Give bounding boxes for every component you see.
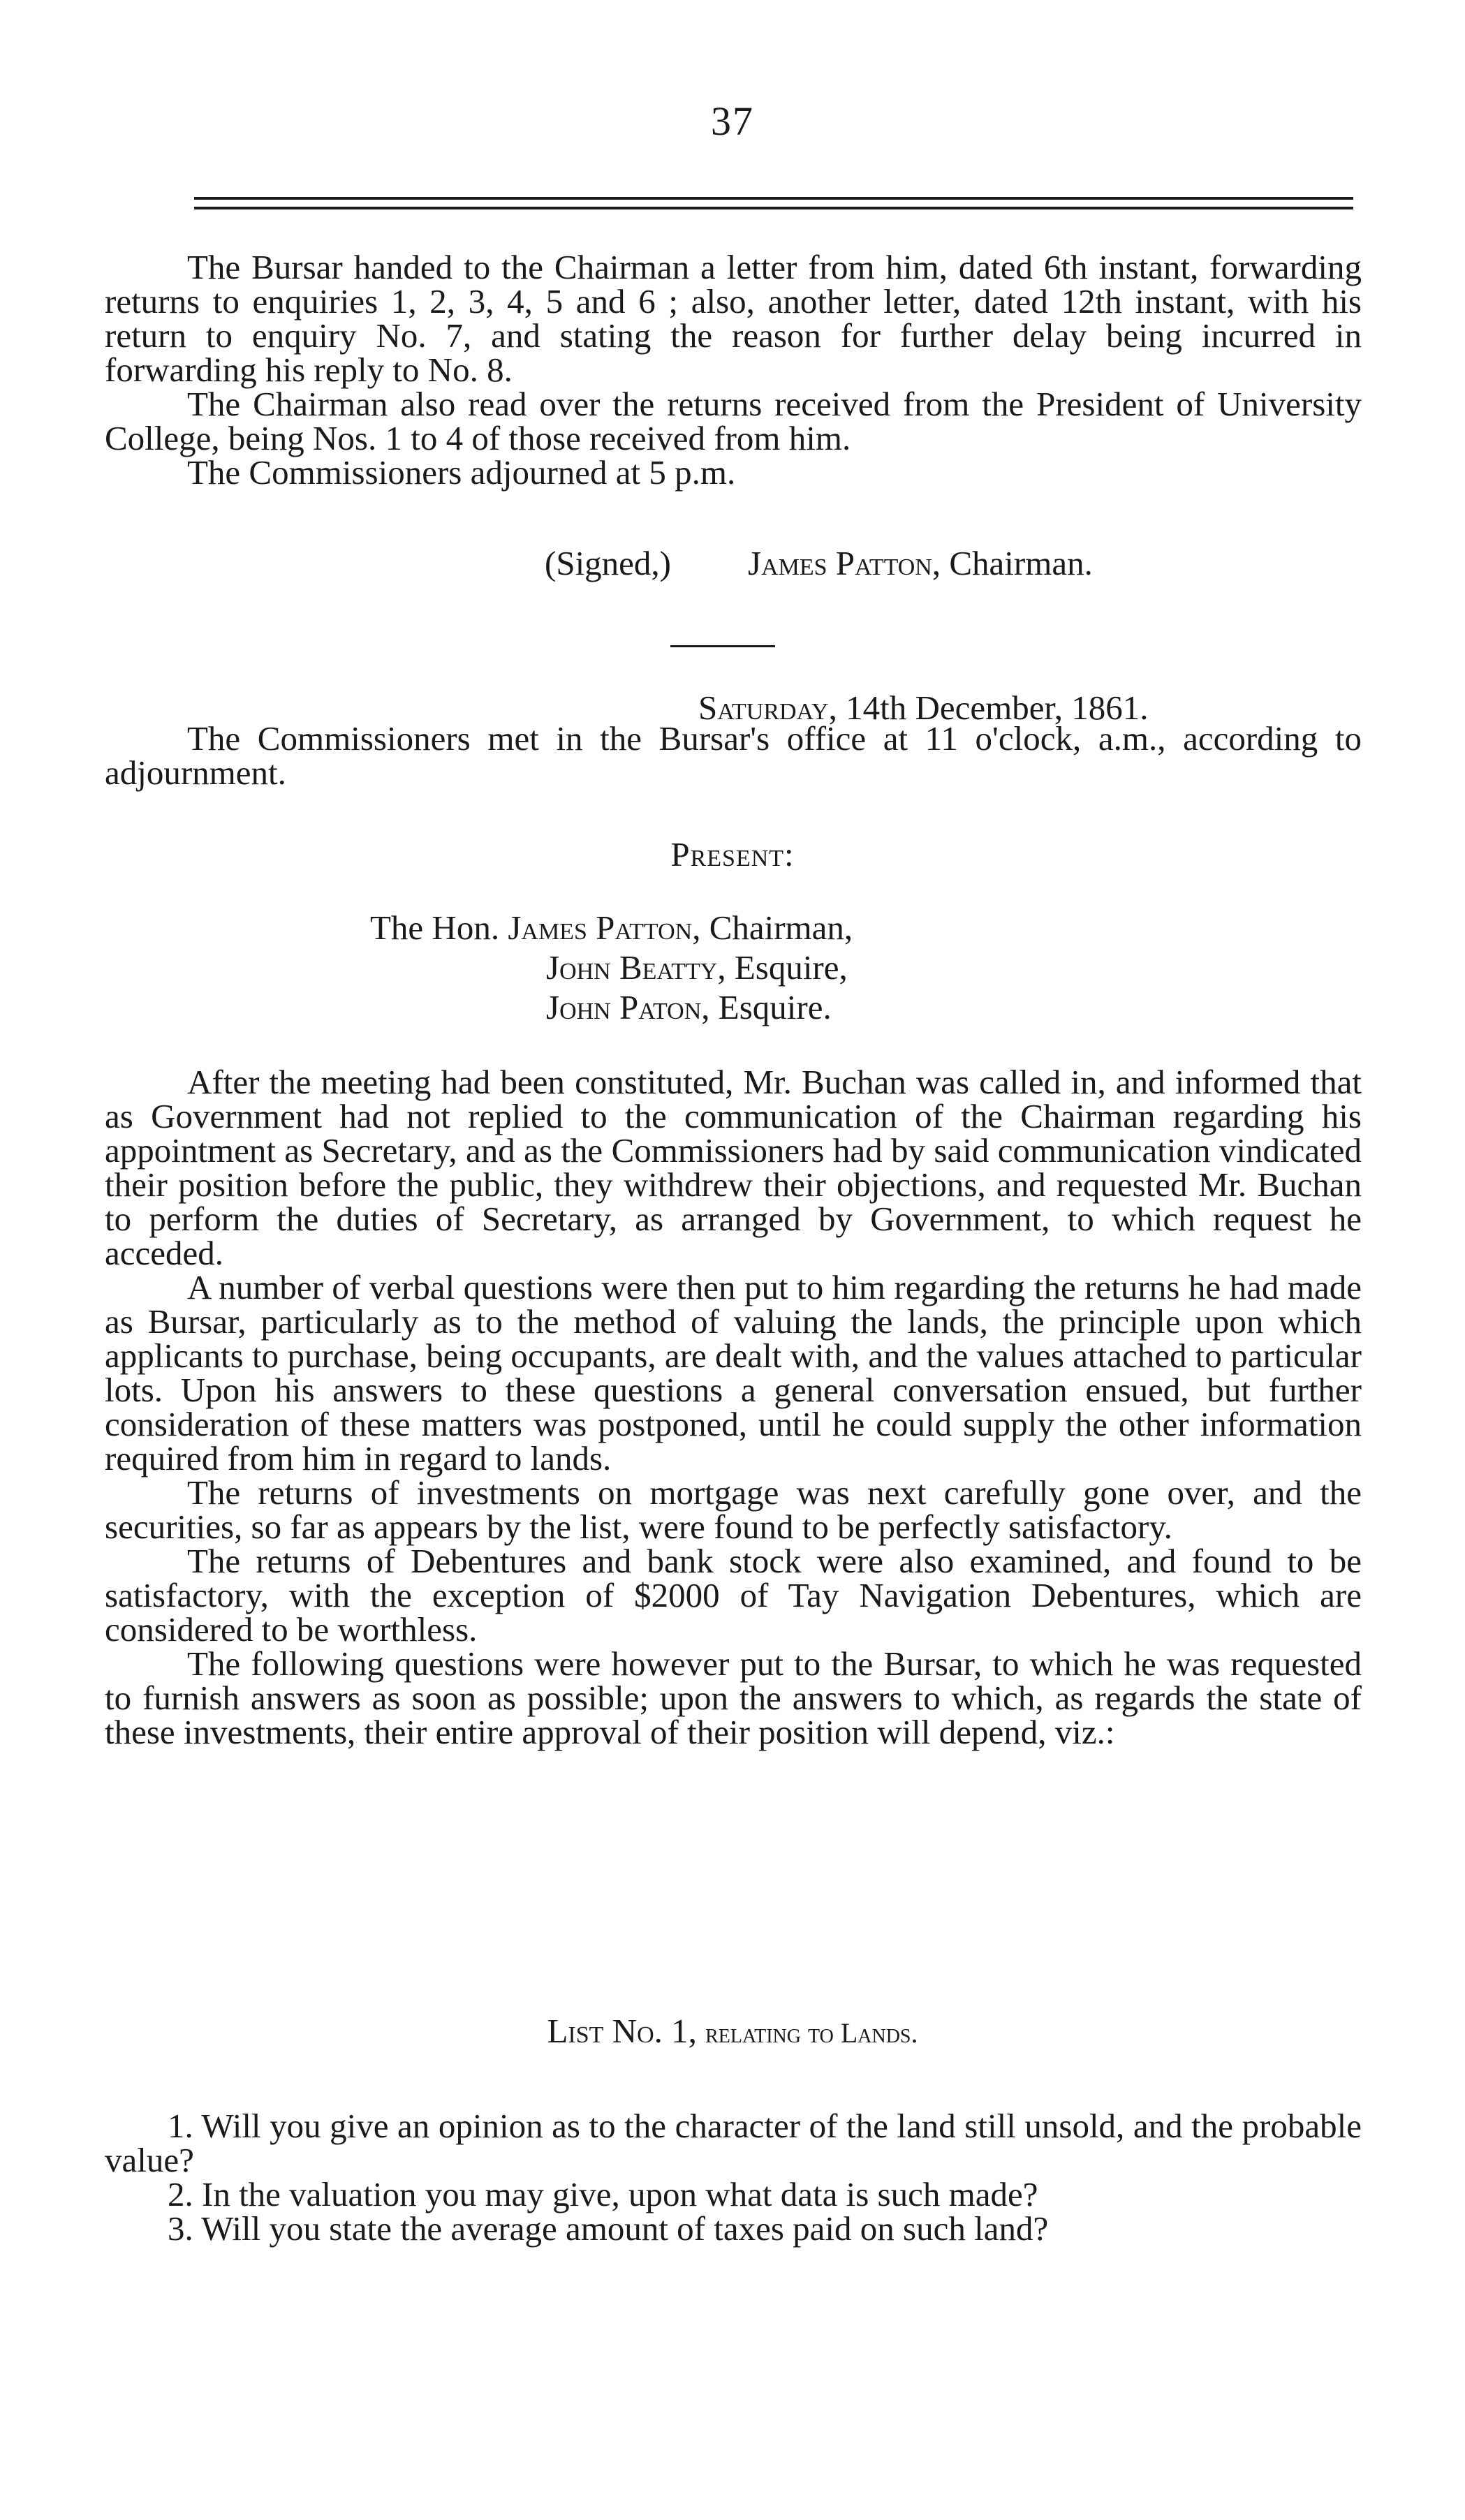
meeting-day: Saturday bbox=[698, 688, 829, 727]
page-number: 37 bbox=[711, 98, 754, 144]
paragraph-bursar-letter: The Bursar handed to the Chairman a letter from him, dated 6th instant, forwarding returns to enquiries 1, 2, 3, 4, 5 and 6 ; also, another letter, dated 12th instant, with his return to enquiry No. 7, and stating the reason for further delay being incurred in forwarding his reply to No. 8. bbox=[105, 248, 1362, 389]
minutes-block-3 bbox=[105, 1065, 1362, 1749]
paragraph-met: The Commissioners met in the Bursar's office at 11 o'clock, a.m., according to adjournment. bbox=[105, 719, 1362, 792]
header-rule-bottom bbox=[194, 207, 1353, 209]
present-heading: Present: bbox=[670, 835, 795, 874]
attendee-list bbox=[370, 908, 853, 1027]
minutes-block-2 bbox=[105, 721, 1362, 790]
attendee-item: The Hon. James Patton, Chairman, bbox=[370, 908, 853, 947]
attendee-item: John Paton, Esquire. bbox=[546, 988, 832, 1026]
list-heading bbox=[0, 2011, 1465, 2051]
paragraph-adjourned: The Commissioners adjourned at 5 p.m. bbox=[187, 453, 736, 492]
signed-label: (Signed,) bbox=[545, 544, 671, 582]
attendee-name: John Beatty bbox=[546, 948, 718, 987]
paragraph-debentures: The returns of Debentures and bank stock were also examined, and found to be satisfactory, with the exception of $2000 of Tay Navigation Debentures, which are considered to be worthless. bbox=[105, 1542, 1362, 1649]
paragraph-verbal-questions: A number of verbal questions were then put to him regarding the returns he had made as Bursar, particularly as to the method of valuing the lands, the principle upon which applicants to purchase, being occupants, are dealt with, and the values attached to particular lots. Upon his answers to these questions a general conversation ensued, but further consideration of these matters was postponed, until he could supply the other information required from him in regard to lands. bbox=[105, 1268, 1362, 1478]
question-item: 1. Will you give an opinion as to the character of the land still unsold, and the probable value? bbox=[105, 2107, 1362, 2179]
meeting-date-rest: , 14th December, 1861. bbox=[828, 688, 1149, 727]
paragraph-secretary: After the meeting had been constituted, Mr. Buchan was called in, and informed that as Government had not replied to the communication of the Chairman regarding his appointment as Secretary, and as the Commissioners had by said communication vindicated their position before the public, they withdrew their objections, and requested Mr. Buchan to perform the duties of Secretary, as arranged by Government, to which request he acceded. bbox=[105, 1063, 1362, 1272]
attendee-item: John Beatty, Esquire, bbox=[546, 948, 848, 987]
question-item: 3. Will you state the average amount of taxes paid on such land? bbox=[168, 2209, 1049, 2248]
minutes-block-1 bbox=[105, 248, 1362, 492]
paragraph-following-questions: The following questions were however put to the Bursar, to which he was requested to furnish answers as soon as possible; upon the answers to which, as regards the state of these investments, their entire approval of their position will depend, viz.: bbox=[105, 1644, 1362, 1751]
section-divider bbox=[670, 645, 775, 647]
paragraph-mortgage: The returns of investments on mortgage was next carefully gone over, and the securities, so far as appears by the list, were found to be perfectly satisfactory. bbox=[105, 1473, 1362, 1546]
attendee-name: John Paton bbox=[546, 988, 702, 1026]
attendee-name: James Patton bbox=[508, 908, 693, 947]
signature-line bbox=[545, 543, 1093, 583]
chairman-title: , Chairman. bbox=[932, 544, 1093, 582]
list-heading-prefix: List No. 1, bbox=[547, 2012, 706, 2050]
question-list bbox=[105, 2109, 1362, 2246]
chairman-name: James Patton bbox=[748, 544, 932, 582]
header-rule-top bbox=[194, 197, 1353, 200]
question-item: 2. In the valuation you may give, upon what data is such made? bbox=[168, 2175, 1038, 2213]
paragraph-college-returns: The Chairman also read over the returns received from the President of University College, being Nos. 1 to 4 of those received from him. bbox=[105, 385, 1362, 457]
list-heading-rest: relating to Lands. bbox=[705, 2017, 918, 2049]
